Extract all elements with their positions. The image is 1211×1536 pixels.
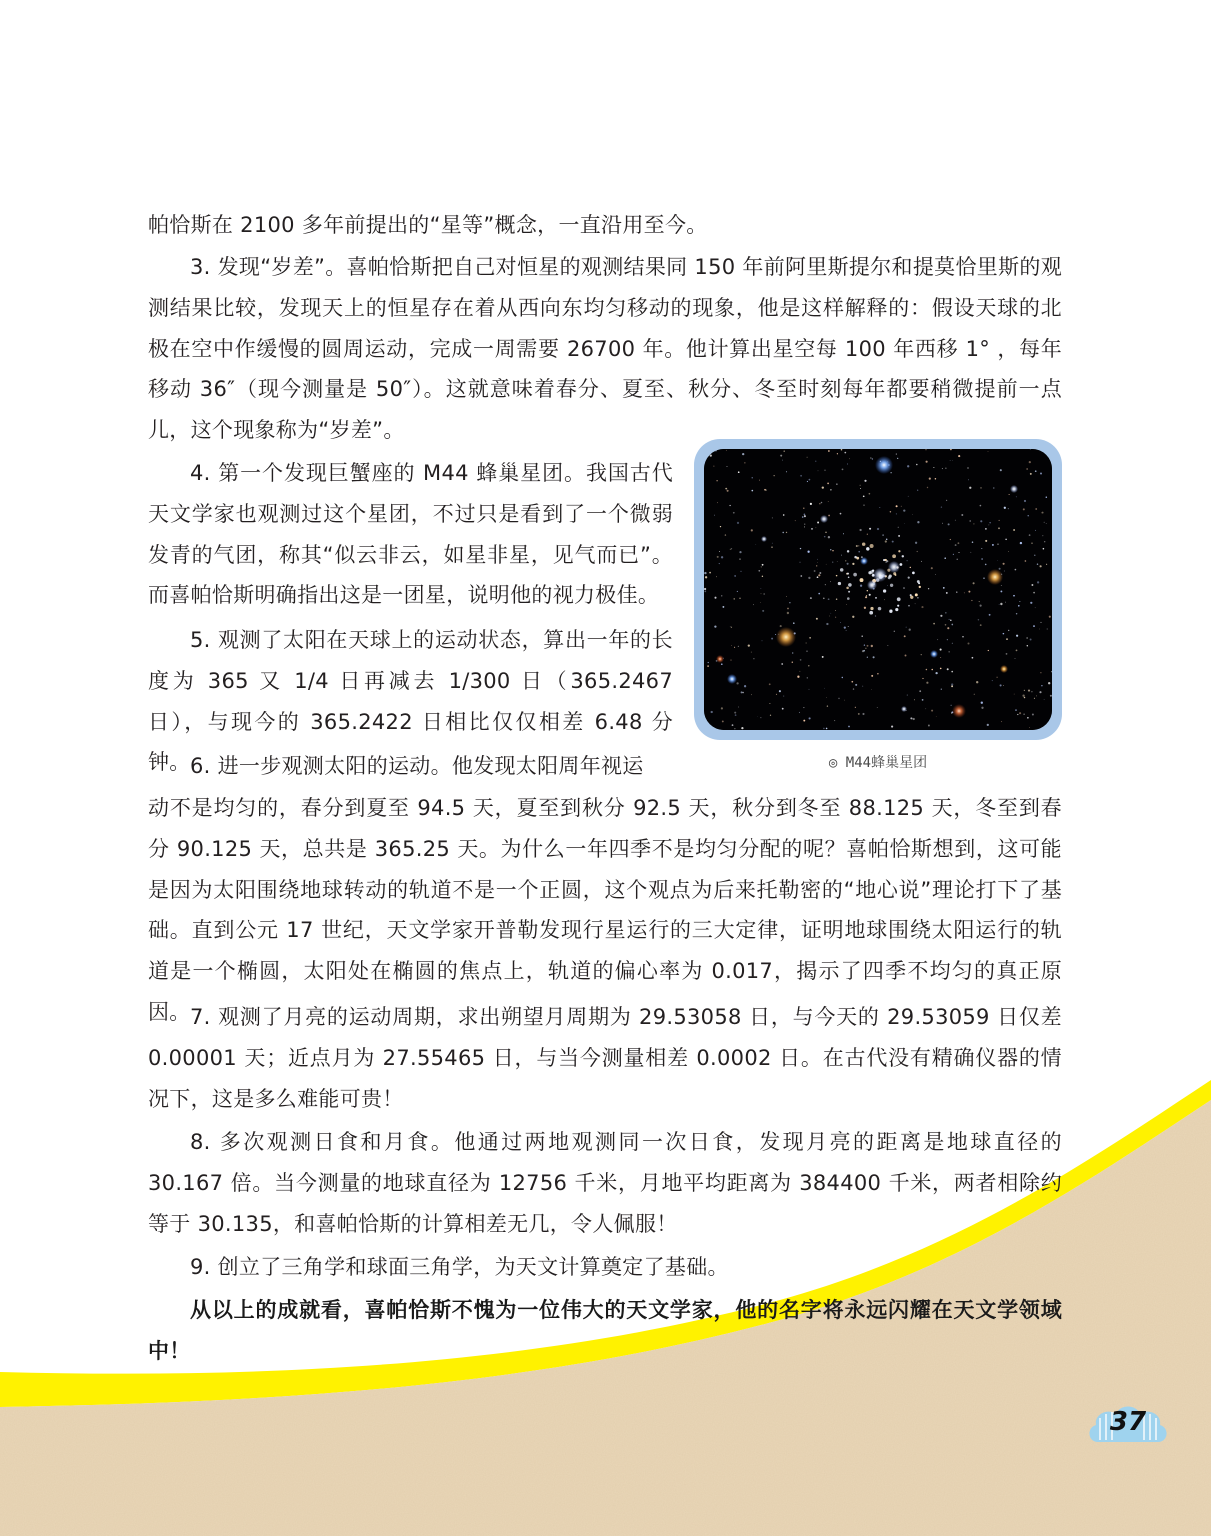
paragraph-trigonometry: 9. 创立了三角学和球面三角学，为天文计算奠定了基础。 [190,1255,729,1279]
figure-caption: ◎ M44蜂巢星团 [828,755,928,771]
paragraph-m44-cluster: 4. 第一个发现巨蟹座的 M44 蜂巢星团。我国古代天文学家也观测过这个星团，不过只是看到了一个微弱发青的气团，称其“似云非云，如星非星，见气而已”。而喜帕恰斯明确指出这是一团星，说明他的视力极佳。 [148,461,673,608]
page-number-badge [1084,1398,1172,1452]
m44-cluster-image [704,449,1052,730]
paragraph-moon-period: 7. 观测了月亮的运动周期，求出朔望月周期为 29.53058 日，与今天的 29.53059 日仅差 0.00001 天；近点月为 27.55465 日，与当今测量相差 0.0002 日。在古代没有精确仪器的情况下，这是多么难能可贵！ [148,1005,1062,1111]
paragraph-precession: 3. 发现“岁差”。喜帕恰斯把自己对恒星的观测结果同 150 年前阿里斯提尔和提莫恰里斯的观测结果比较，发现天上的恒星存在着从西向东均匀移动的现象，他是这样解释的：假设天球的北极在空中作缓慢的圆周运动，完成一周需要 26700 年。他计算出星空每 100 年西移 1° ，每年移动 36″（现今测量是 50″）。这就意味着春分、夏至、秋分、冬至时刻每年都要稍微提前一点儿，这个现象称为“岁差”。 [148,255,1062,443]
paragraph-star-magnitude: 帕恰斯在 2100 多年前提出的“星等”概念，一直沿用至今。 [148,213,708,237]
page-number: 37 [1109,1407,1147,1437]
paragraph-sun-motion-start: 6. 进一步观测太阳的运动。他发现太阳周年视运 [190,754,644,778]
paragraph-eclipses: 8. 多次观测日食和月食。他通过两地观测同一次日食，发现月亮的距离是地球直径的 30.167 倍。当今测量的地球直径为 12756 千米，月地平均距离为 384400 千米，两者相除约等于 30.135，和喜帕恰斯的计算相差无几，令人佩服！ [148,1130,1062,1236]
paragraph-sun-motion: 动不是均匀的，春分到夏至 94.5 天，夏至到秋分 92.5 天，秋分到冬至 88.125 天，冬至到春分 90.125 天，总共是 365.25 天。为什么一年四季不是均匀分配的呢？喜帕恰斯想到，这可能是因为太阳围绕地球转动的轨道不是一个正圆，这个观点为后来托勒密的“地心说”理论打下了基础。直到公元 17 世纪，天文学家开普勒发现行星运行的三大定律，证明地球围绕太阳运行的轨道是一个椭圆，太阳处在椭圆的焦点上，轨道的偏心率为 0.017，揭示了四季不均匀的真正原因。 [148,796,1062,1024]
paragraph-year-length: 5. 观测了太阳在天球上的运动状态，算出一年的长度为 365 又 1/4 日再减去 1/300 日（365.2467 日），与现今的 365.2422 日相比仅仅相差 6.48 分钟。 [148,628,673,775]
paragraph-conclusion: 从以上的成就看，喜帕恰斯不愧为一位伟大的天文学家，他的名字将永远闪耀在天文学领域中！ [148,1298,1062,1363]
